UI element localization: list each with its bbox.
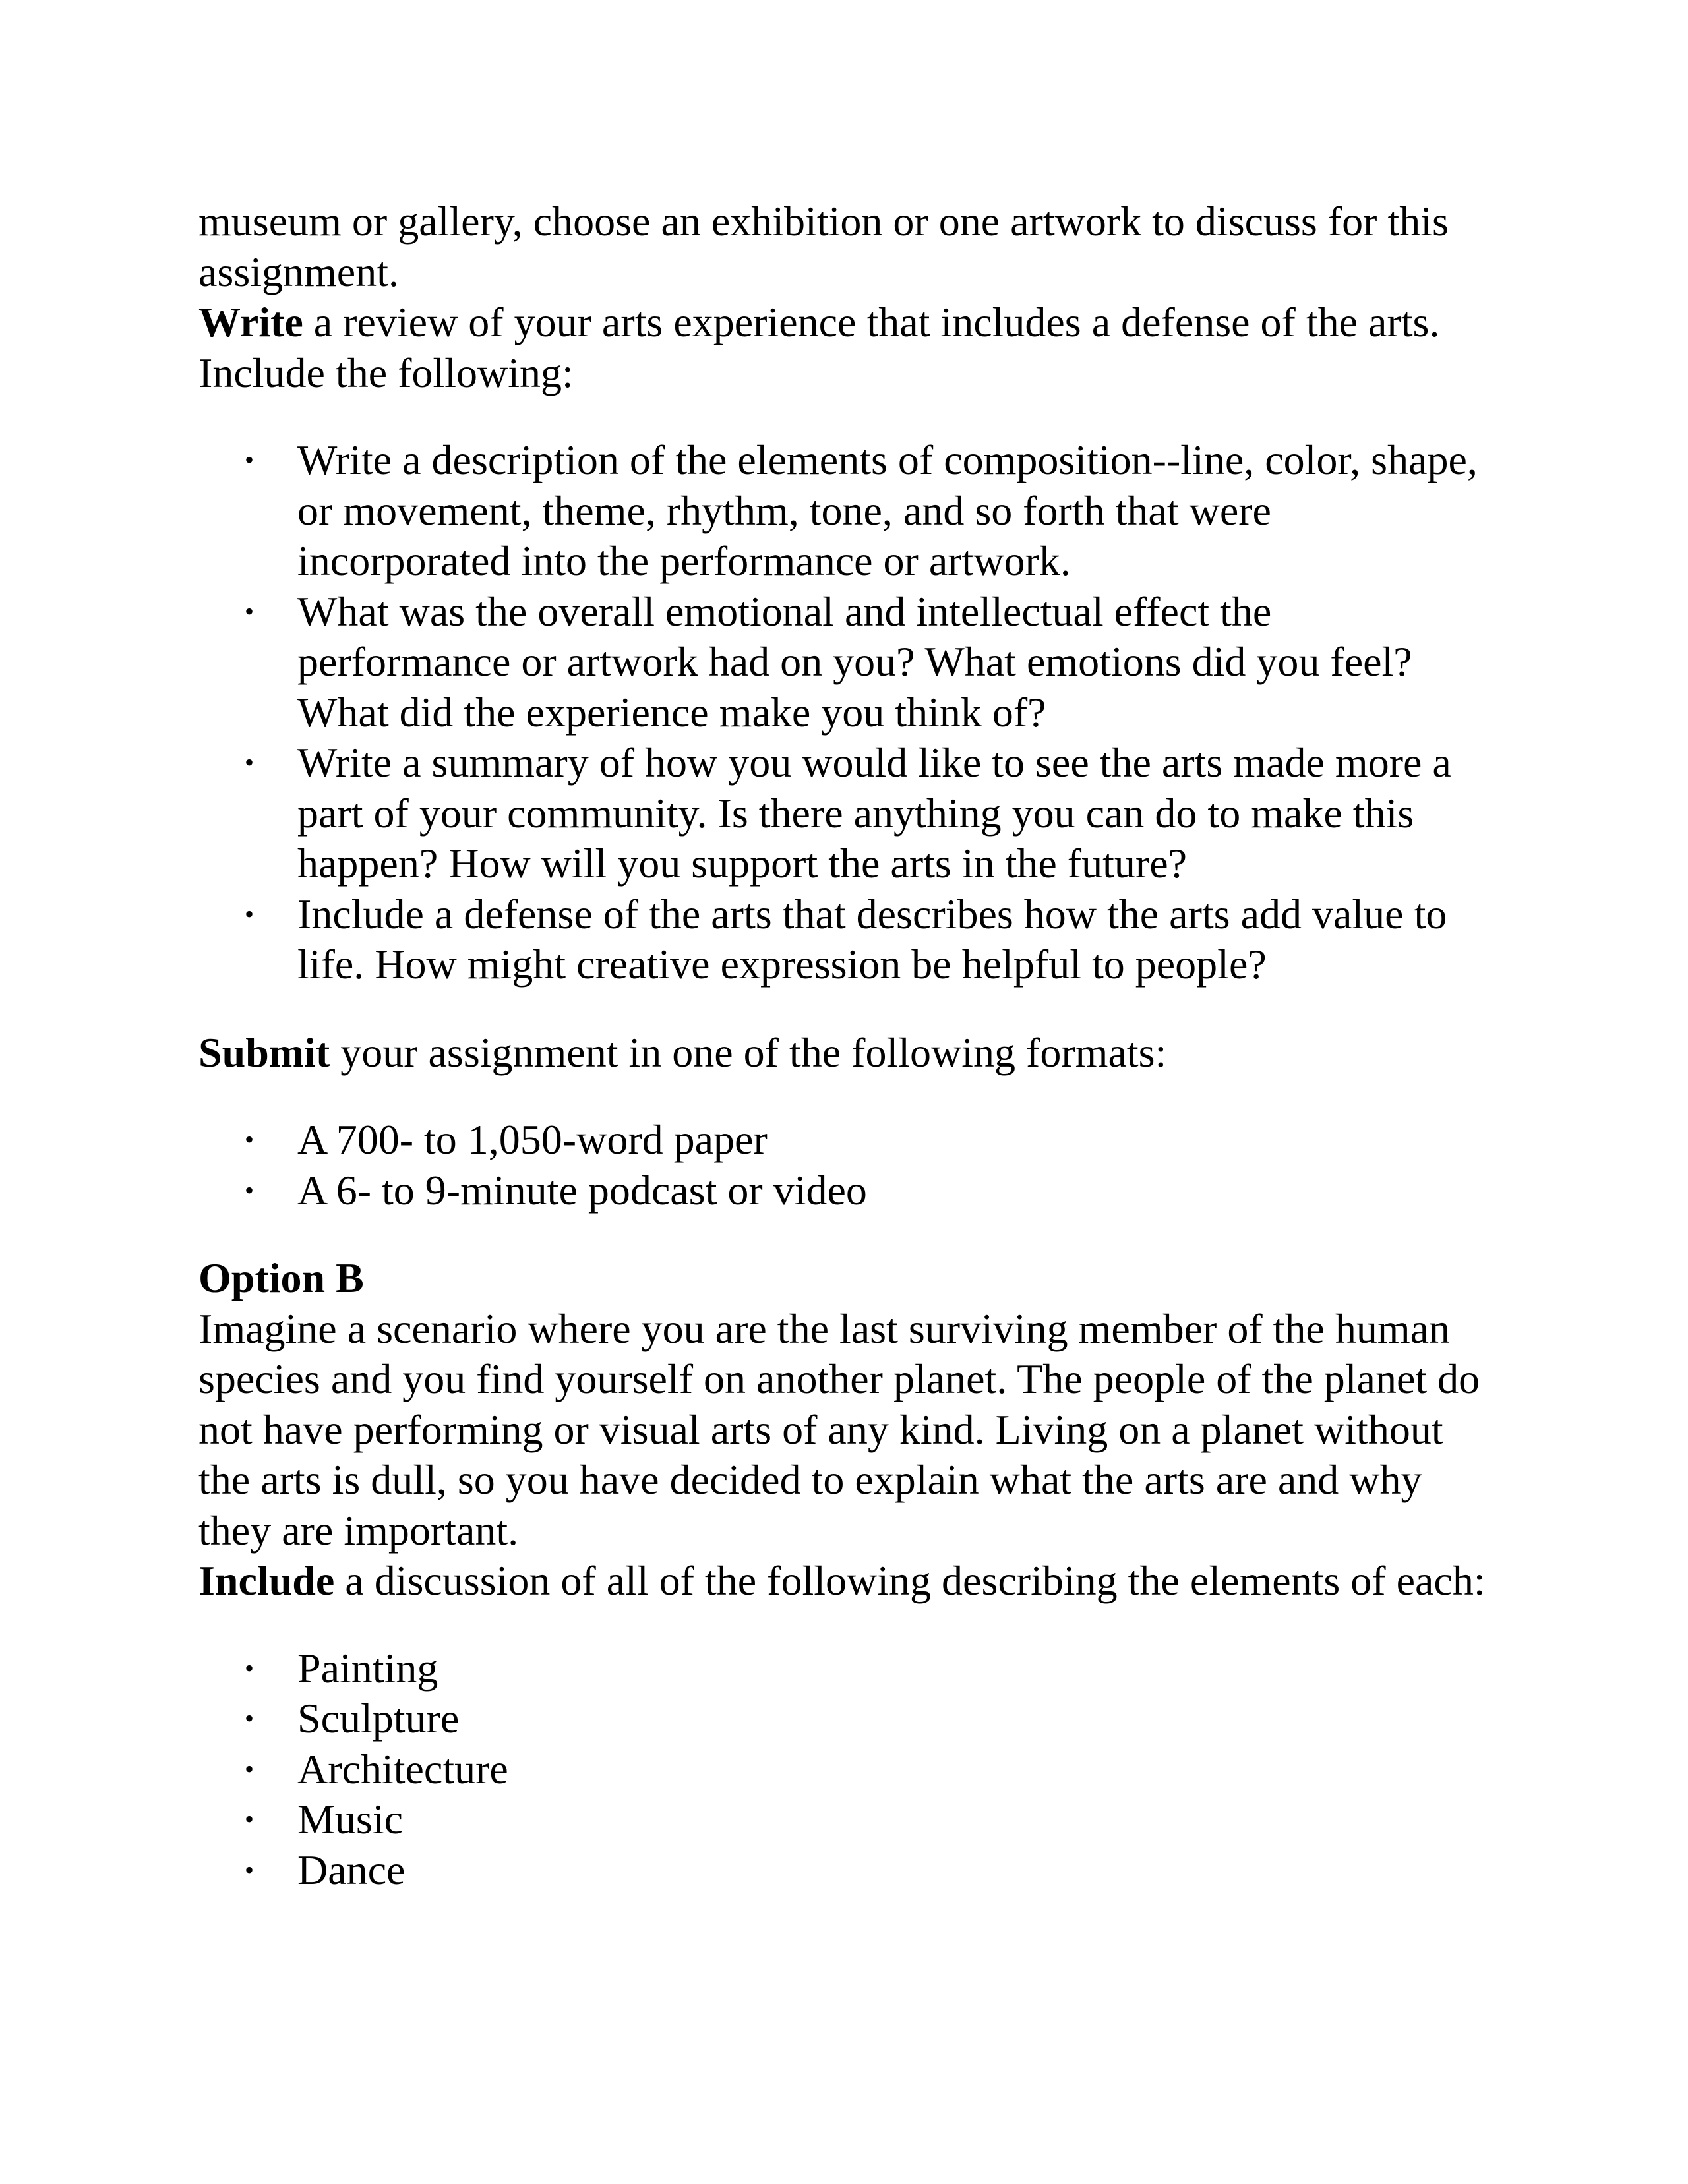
- include-lead: Include: [198, 1557, 335, 1604]
- bullet-icon: •: [245, 1703, 255, 1733]
- write-rest: a review of your arts experience that includes a defense of the arts. Include the following:: [198, 299, 1440, 396]
- bullet-icon: •: [245, 1125, 255, 1154]
- intro-paragraph: museum or gallery, choose an exhibition or one artwork to discuss for this assignment.: [198, 198, 1449, 295]
- option-b-body: Imagine a scenario where you are the last surviving member of the human species and you find yourself on another planet. The people of the planet do not have performing or visual arts of any kind. Living on a planet without the arts is dull, so you have decided to explain what the arts are and why they are important.: [198, 1305, 1480, 1554]
- submit-rest: your assignment in one of the following formats:: [330, 1028, 1167, 1076]
- list-item: • What was the overall emotional and intellectual effect the performance or artwork had on you? What emotions did you feel? What did the experience make you think of?: [245, 587, 1412, 736]
- list-item: • A 6- to 9-minute podcast or video: [198, 1166, 1530, 1216]
- bullet-icon: •: [245, 748, 255, 777]
- list-item: • Include a defense of the arts that describes how the arts add value to life. How might creative expression be helpful to people?: [245, 890, 1447, 988]
- list-item: • Write a description of the elements of composition--line, color, shape, or movement, theme, rhythm, tone, and so forth that were incorporated into the performance or artwork.: [245, 436, 1478, 584]
- list-item: • Music: [198, 1794, 1530, 1845]
- bullet-icon: •: [245, 1854, 255, 1885]
- bullet-icon: •: [245, 899, 255, 929]
- list-item: • Dance: [198, 1845, 1530, 1896]
- submit-formats-list: [198, 1115, 1530, 1216]
- option-b-include: [198, 1556, 1491, 1607]
- option-b-heading: Option B: [198, 1254, 364, 1301]
- bullet-icon: •: [245, 1653, 255, 1683]
- bullet-icon: •: [245, 1175, 255, 1205]
- list-item: • Write a summary of how you would like to see the arts made more a part of your community. Is there anything you can do to make this happen? How will you support the arts in the future?: [245, 739, 1451, 887]
- submit-lead: Submit: [198, 1028, 330, 1076]
- bullet-icon: •: [245, 1804, 255, 1834]
- list-item: • A 700- to 1,050-word paper: [198, 1115, 1530, 1166]
- bullet-icon: •: [245, 445, 255, 475]
- document-body: [198, 196, 1530, 1895]
- bullet-icon: •: [245, 1754, 255, 1784]
- write-instruction: [198, 297, 1504, 398]
- write-lead: Write: [198, 299, 303, 345]
- submit-instruction: [198, 1028, 1530, 1078]
- option-b-items-list: [198, 1643, 1530, 1896]
- write-items-list: [198, 435, 1491, 990]
- list-item: • Sculpture: [198, 1694, 1530, 1744]
- list-item: • Architecture: [198, 1744, 1530, 1795]
- bullet-icon: •: [245, 596, 255, 626]
- list-item: • Painting: [198, 1643, 1530, 1694]
- include-rest: a discussion of all of the following describing the elements of each:: [334, 1557, 1486, 1604]
